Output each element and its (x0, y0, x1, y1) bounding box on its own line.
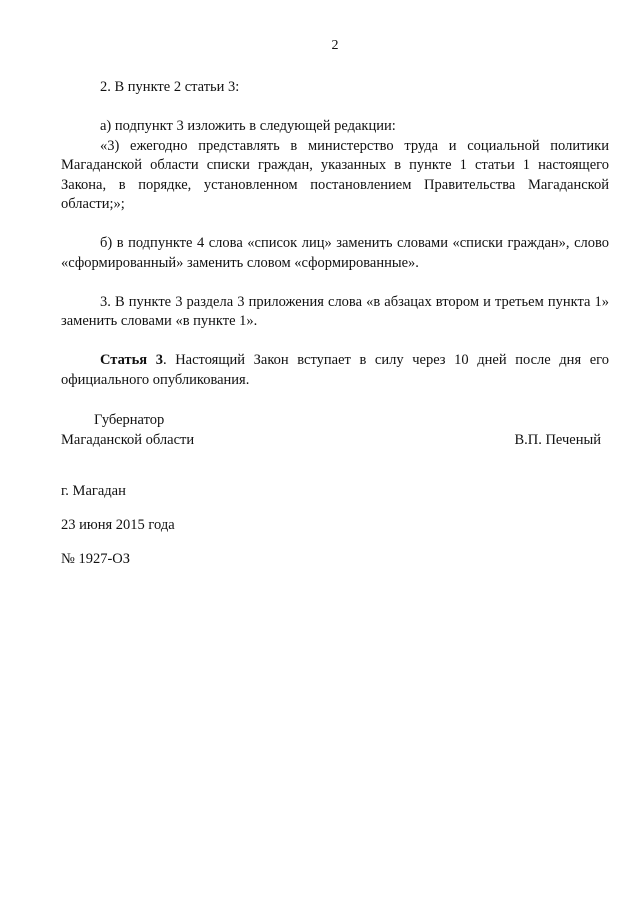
place-of-signing: г. Магадан (61, 483, 126, 499)
date-of-signing: 23 июня 2015 года (61, 517, 175, 533)
signatory-title-line2: Магаданской области (61, 431, 195, 448)
document-body (61, 78, 609, 390)
signature-row (61, 431, 601, 451)
signatory-name: В.П. Печеный (514, 431, 601, 448)
paragraph-subpoint-a: а) подпункт 3 изложить в следующей редакции: (100, 118, 396, 134)
article-3-heading: Статья 3 (100, 352, 163, 368)
signatory-title-line1: Губернатор (94, 412, 165, 428)
signature-block (61, 411, 601, 450)
page-number: 2 (331, 38, 339, 53)
paragraph-article-3 (61, 351, 609, 390)
paragraph-point-3: 3. В пункте 3 раздела 3 приложения слова «в абзацах втором и третьем пункта 1» заменить словами «в пункте 1». (61, 293, 609, 329)
article-3-text: . Настоящий Закон вступает в силу через 10 дней после дня его официального опубликования. (61, 352, 610, 388)
paragraph-subpoint-b: б) в подпункте 4 слова «список лиц» заменить словами «списки граждан», слово «сформированный» заменить словом «сформированные». (61, 235, 609, 271)
law-number: № 1927-ОЗ (61, 551, 131, 567)
paragraph-point-2: 2. В пункте 2 статьи 3: (100, 79, 240, 95)
paragraph-new-subpoint-3: «3) ежегодно представлять в министерство труда и социальной политики Магаданской области списки граждан, указанных в пункте 1 статьи 1 настоящего Закона, в порядке, установленном постановлением Правительства Магаданской области;»; (61, 137, 609, 212)
